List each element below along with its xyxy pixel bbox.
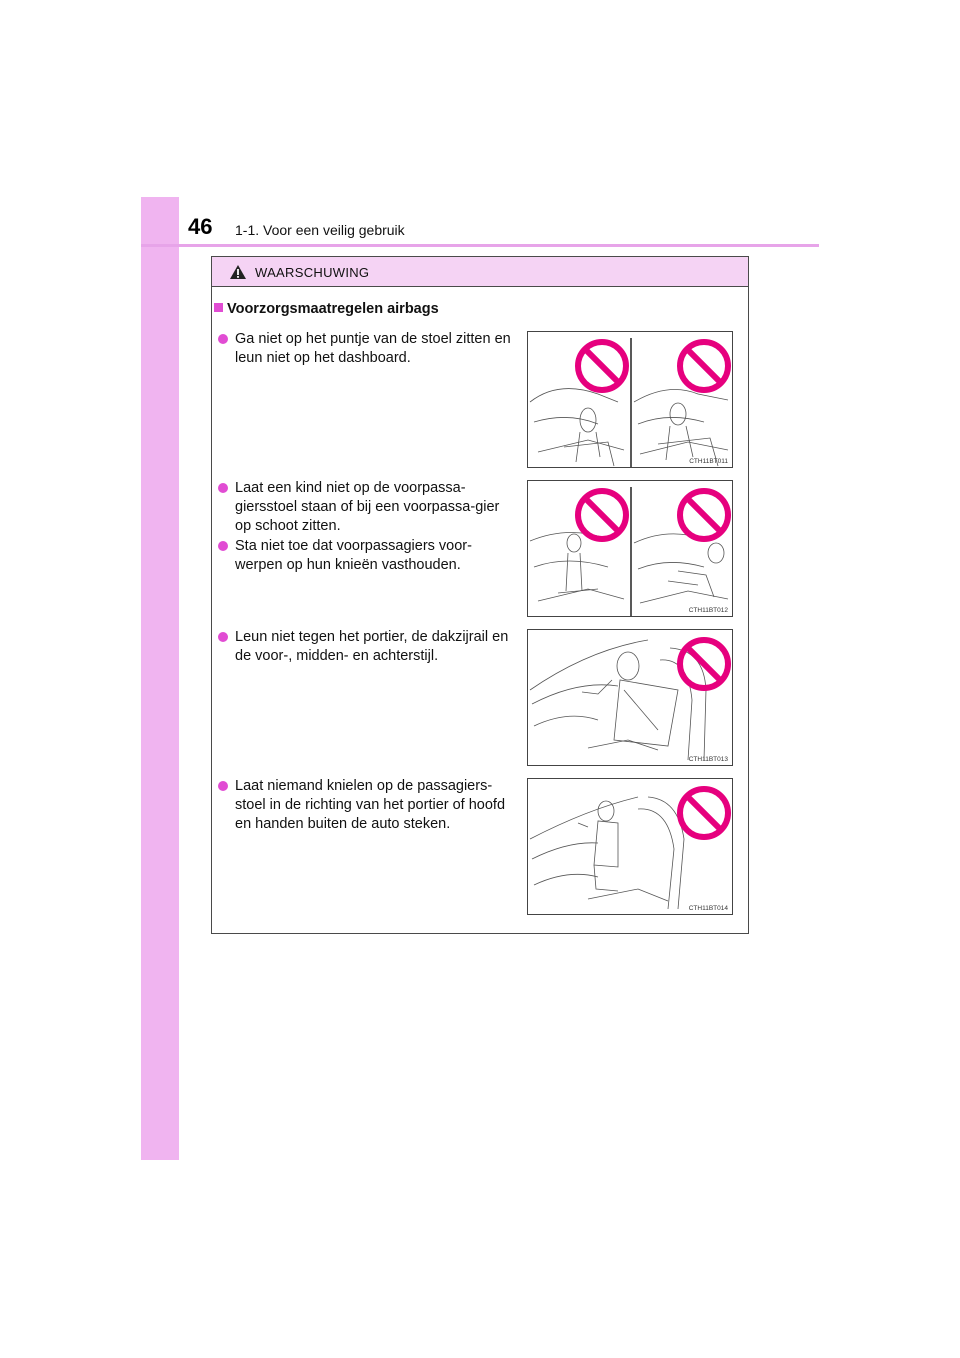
bullet-text: Laat een kind niet op de voorpassa-giersstoel staan of bij een voorpassa-gier op schoot zitten. [235,480,500,534]
bullet-dot-icon [218,632,228,642]
figure-code: CTH11BT014 [688,905,728,912]
bullet-dot-icon [218,541,228,551]
prohibition-icon [680,491,728,539]
prohibition-icon [578,342,626,390]
illustration-child-passenger [527,480,733,617]
prohibition-icon [578,491,626,539]
side-tab [141,197,179,1160]
prohibition-icon [680,789,728,837]
warning-title: WAARSCHUWING [255,265,370,280]
warning-header [212,257,748,287]
figure-code: CTH11BT012 [688,607,728,614]
bullet-item [218,479,518,536]
leaning-on-door-drawing [528,630,733,766]
kneeling-on-seat-drawing [528,779,733,915]
bullet-item [218,537,518,575]
bullet-dot-icon [218,781,228,791]
illustration-edge-of-seat [527,331,733,468]
bullet-item [218,628,518,666]
page-number: 46 [188,214,213,239]
figure-code: CTH11BT013 [688,756,728,763]
bullet-item [218,330,518,368]
section-title: 1-1. Voor een veilig gebruik [235,222,405,238]
square-bullet-icon [214,303,223,312]
figure-code: CTH11BT011 [689,458,728,465]
child-passenger-drawing [528,481,733,617]
illustration-kneeling-on-seat [527,778,733,915]
subheading-text: Voorzorgsmaatregelen airbags [227,301,439,317]
bullet-item [218,777,518,834]
prohibition-icon [680,640,728,688]
prohibition-icon [680,342,728,390]
header-rule [141,244,819,247]
subheading [214,301,439,317]
bullet-text: Leun niet tegen het portier, de dakzijrail en de voor-, midden- en achterstijl. [235,629,509,664]
bullet-dot-icon [218,334,228,344]
bullet-text: Laat niemand knielen op de passagiers-stoel in de richting van het portier of hoofd en handen buiten de auto steken. [235,778,506,832]
bullet-dot-icon [218,483,228,493]
warning-box [211,256,749,934]
illustration-leaning-on-door [527,629,733,766]
edge-of-seat-drawing [528,332,733,468]
warning-triangle-icon [229,264,247,280]
bullet-text: Ga niet op het puntje van de stoel zitten en leun niet op het dashboard. [235,331,511,366]
bullet-text: Sta niet toe dat voorpassagiers voor-werpen op hun knieën vasthouden. [235,538,472,573]
